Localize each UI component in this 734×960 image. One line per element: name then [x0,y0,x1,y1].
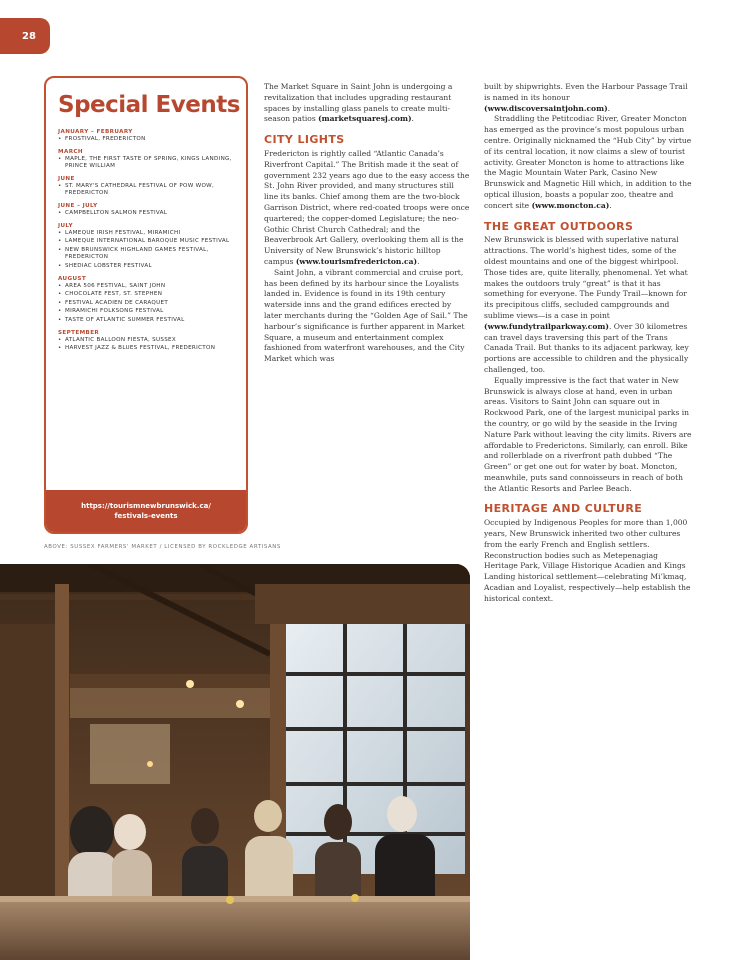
fredericton-end: . [417,256,420,266]
events-footer-url-line2[interactable]: festivals-events [114,512,178,520]
fundy-trail-link[interactable]: (www.fundytrailparkway.com) [484,321,609,331]
fredericton-link[interactable]: (www.tourismfredericton.ca) [295,256,418,266]
event-item: • LAMEQUE INTERNATIONAL BAROQUE MUSIC FESTIVAL [58,238,236,246]
market-square-end: . [411,114,414,124]
event-item: • TASTE OF ATLANTIC SUMMER FESTIVAL [58,317,236,325]
discover-saint-john-link[interactable]: (www.discoversaintjohn.com) [484,103,608,113]
moncton-text: Straddling the Petitcodiac River, Greater Moncton has emerged as the province’s most populous urban centre. Originally nicknamed the “Hub City” by virtue of its central location, it now claims a slew of tourist activity. Greater Moncton is home to attractions like the Magic Mountain Water Park, Casino New Brunswick and Magnetic Hill which, in addition to the optical illusion, boasts a popular zoo, theatre and concert site [484,114,692,210]
outdoors-end: . Over 30 kilometres can travel days traversing this part of the Trans Canada Trail. But thanks to its adjacent parkway, key portions are accessible to children and the physically challenged, too. [484,321,689,374]
fredericton-text: Fredericton is rightly called “Atlantic Canada’s Riverfront Capital.” The British made it the seat of government 232 years ago due to the easy access the St. John River provided, and many structures still line its banks. Chief among them are the two-block Garrison District, where red-coated troops were once quartered; the copper-domed Legislature; the neo-Gothic Christ Church Cathedral; and the Beaverbrook Art Gallery, overlooking them all is the University of New Brunswick’s historic hilltop campus [264,148,470,266]
page-number-tab [0,18,50,54]
event-month-heading: JUNE [58,175,75,182]
event-item: • FESTIVAL ACADIEN DE CARAQUET [58,300,236,308]
moncton-link[interactable]: (www.moncton.ca) [531,200,610,210]
special-events-box [44,76,248,534]
event-item: • ATLANTIC BALLOON FIESTA, SUSSEX [58,337,236,345]
event-item: • AREA 506 FESTIVAL, SAINT JOHN [58,283,236,291]
city-lights-heading: CITY LIGHTS [264,133,345,147]
event-item: • MIRAMICHI FOLKSONG FESTIVAL [58,308,236,316]
events-footer-link[interactable] [46,490,246,532]
event-item: • NEW BRUNSWICK HIGHLAND GAMES FESTIVAL, FREDERICTON [58,247,236,262]
page-number: 28 [22,30,36,42]
events-list [46,129,246,353]
great-outdoors-heading: THE GREAT OUTDOORS [484,219,634,233]
events-footer-url-line1[interactable]: https://tourismnewbrunswick.ca/ [81,502,211,510]
article-column-middle [264,82,470,365]
market-square-text: The Market Square in Saint John is undergoing a revitalization that includes upgrading restaurant spaces by installing glass panels to create multi-season patios [264,82,453,124]
event-item: • CHOCOLATE FEST, ST. STEPHEN [58,291,236,299]
special-events-title: Special Events [58,92,240,118]
harbour-paragraph [484,82,692,114]
moncton-end: . [609,200,612,210]
heritage-culture-heading: HERITAGE AND CULTURE [484,502,643,516]
outdoors-paragraph [484,235,692,375]
harbour-end: . [607,103,611,113]
heritage-paragraph: Occupied by Indigenous Peoples for more than 1,000 years, New Brunswick inherited two other cultures from the early French and English settlers. Reconstruction bodies such as Metepenagiag Heritage Park, Village Historique Acadien and Kings Landing historical settlement—celebrating Mi’kmaq, Acadian and Loyalist, respectively—help establish the historical context. [484,518,691,603]
event-item: • MAPLE, THE FIRST TASTE OF SPRING, KINGS LANDING, PRINCE WILLIAM [58,156,236,171]
event-item: • LAMEQUE IRISH FESTIVAL, MIRAMICHI [58,230,236,238]
event-month-heading: JUNE – JULY [58,202,98,209]
taproom-photo [0,564,470,960]
water-paragraph: Equally impressive is the fact that water in New Brunswick is always close at hand, even in urban areas. Visitors to Saint John can square out in Rockwood Park, one of the largest municipal parks in the country, or go wild by the seaside in the Irving Nature Park without leaving the city limits. Rivers are affordable to Frederictons. Similarly, can enroll. Bike and rollerblade on a riverfront path dubbed “The Green” or get one out for water by boat. Moncton, meanwhile, puts sand connoisseurs in reach of both the Atlantic Resorts and Parlee Beach. [484,375,692,493]
article-column-right [484,82,692,605]
event-month-heading: JANUARY – FEBRUARY [58,129,133,135]
saint-john-paragraph: Saint John, a vibrant commercial and cruise port, has been defined by its harbour since the Loyalists landed in. Evidence is found in its 19th century waterside inns and the grand edifices erected by later merchants during the “Golden Age of Sail.” The harbour’s significance is further apparent in Market Square, a museum and entertainment complex fashioned from waterfront warehouses, and the City Market which was [264,267,468,364]
event-month-heading: JULY [58,222,73,229]
fredericton-paragraph [264,149,470,268]
market-square-link[interactable]: (marketsquaresj.com) [318,114,412,124]
moncton-paragraph [484,114,692,211]
taproom-illustration [0,564,470,960]
harbour-text: built by shipwrights. Even the Harbour Passage Trail is named in its honour [484,82,688,102]
outdoors-text: New Brunswick is blessed with superlative natural attractions. The world’s highest tides, some of the oldest mountains and one of the biggest whirlpool. Those tides are, quite literally, phenomenal. Yet what makes the outdoors truly “great” is that it has something for everyone. The Fundy Trail—known for its precipitous cliffs, secluded campgrounds and sublime views—is a case in point [484,235,688,320]
event-item: • CAMPBELLTON SALMON FESTIVAL [58,210,236,218]
photo-caption: ABOVE: SUSSEX FARMERS' MARKET / LICENSED BY ROCKLEDGE ARTISANS [44,544,281,550]
event-month-heading: AUGUST [58,275,87,282]
market-square-paragraph [264,82,470,125]
event-month-heading: MARCH [58,148,83,155]
event-item: • FROSTIVAL, FREDERICTON [58,136,236,144]
event-item: • SHEDIAC LOBSTER FESTIVAL [58,263,236,271]
event-month-heading: SEPTEMBER [58,329,100,336]
event-item: • HARVEST JAZZ & BLUES FESTIVAL, FREDERICTON [58,345,236,353]
event-item: • ST. MARY'S CATHEDRAL FESTIVAL OF POW WOW, FREDERICTON [58,183,236,198]
